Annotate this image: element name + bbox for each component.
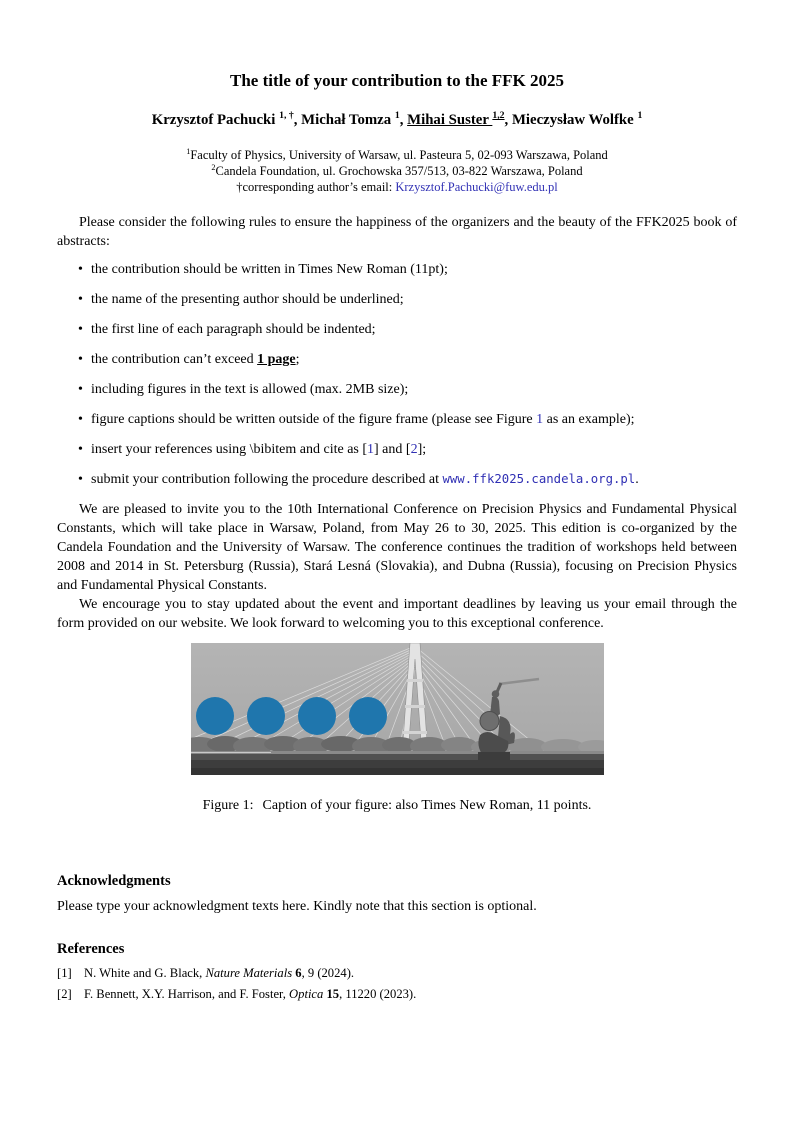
volume-number: 15 — [326, 987, 340, 1002]
citation-link[interactable]: 2 — [410, 442, 418, 458]
text-segment: including figures in the text is allowed (max. 2MB size); — [91, 382, 409, 398]
author-name: Krzysztof Pachucki — [151, 112, 280, 129]
text-segment: submit your contribution following the procedure described at — [91, 472, 443, 488]
references-heading: References — [57, 941, 125, 958]
author-name: , Michał Tomza — [293, 112, 395, 129]
author-affiliation-marker: 1,2 — [492, 110, 505, 122]
email-link[interactable]: Krzysztof.Pachucki@fuw.edu.pl — [395, 180, 558, 195]
bridge-deck — [191, 751, 604, 775]
rule-item — [91, 380, 737, 399]
text-segment: ; — [295, 352, 300, 368]
reference-entry — [57, 984, 737, 1005]
rule-item — [91, 350, 737, 369]
citation-link[interactable]: 1 — [367, 442, 375, 458]
bridge-mermaid-photo — [191, 643, 604, 775]
author-name: , Mieczysław Wolfke — [504, 112, 638, 129]
author-affiliation-marker: 1 — [394, 110, 400, 122]
references-list — [57, 963, 737, 1005]
rules-list — [57, 260, 737, 489]
affiliation-text: Faculty of Physics, University of Warsaw, ul. Pasteura 5, 02-093 Warszawa, Poland — [190, 148, 608, 163]
author-affiliation-marker: 1 — [637, 110, 643, 122]
blue-circle — [196, 697, 234, 735]
reference-text — [84, 963, 737, 984]
invitation-paragraph: We are pleased to invite you to the 10th International Conference on Precision Physics and Fundamental Physical Constants, which will take place in Warsaw, Poland, from May 26 to 30, 2025. This edition is co-organized by the Candela Foundation and the University of Warsaw. The conference continues the tradition of workshops held between 2008 and 2014 in St. Petersburg (Russia), Stará Lesná (Slovakia), and Dubna (Russia), focusing on Precision Physics and Fundamental Physical Constants. — [57, 502, 737, 594]
affiliation-text: Candela Foundation, ul. Grochowska 357/513, 03-822 Warszawa, Poland — [215, 164, 583, 179]
text-segment: ] and [ — [374, 442, 411, 458]
presenting-author-name: Mihai Suster — [407, 112, 493, 129]
affiliations-block — [57, 147, 737, 195]
rule-item — [91, 260, 737, 279]
corresponding-author-line — [57, 179, 737, 195]
reference-entry — [57, 963, 737, 984]
blue-circle — [247, 697, 285, 735]
text-segment: the first line of each paragraph should be indented; — [91, 322, 376, 338]
figure-container — [57, 643, 737, 780]
acknowledgments-text: Please type your acknowledgment texts here. Kindly note that this section is optional. — [57, 899, 537, 915]
rule-item — [91, 440, 737, 459]
figure-caption-label: Figure 1: — [202, 798, 254, 814]
text-segment: ]; — [417, 442, 427, 458]
text-segment: figure captions should be written outside of the figure frame (please see Figure — [91, 412, 537, 428]
author-affiliation-marker: 1, † — [279, 110, 294, 122]
text-segment: , 9 (2024). — [301, 966, 355, 981]
text-segment: N. White and G. Black, — [84, 966, 206, 981]
text-segment: insert your references using \bibitem and cite as [ — [91, 442, 368, 458]
authors-line — [57, 112, 737, 130]
reference-text — [84, 984, 737, 1005]
acknowledgments-heading: Acknowledgments — [57, 873, 171, 890]
corresponding-label: †corresponding author’s email: — [236, 180, 396, 195]
encouragement-paragraph: We encourage you to stay updated about the event and important deadlines by leaving us your email through the form provided on our website. We look forward to welcoming you to this exceptional conference. — [57, 597, 737, 632]
journal-name: Nature Materials — [205, 966, 293, 981]
rule-item — [91, 320, 737, 339]
figure-caption — [57, 797, 737, 815]
reference-label: [2] — [57, 987, 72, 1002]
rule-item — [91, 470, 737, 489]
text-segment: . — [635, 472, 639, 488]
affiliation-marker: 2 — [211, 162, 216, 172]
text-segment: the name of the presenting author should be underlined; — [91, 292, 404, 308]
affiliation-marker: 1 — [186, 146, 191, 156]
text-segment: , 11220 (2023). — [339, 987, 417, 1002]
volume-number: 6 — [295, 966, 302, 981]
text-segment: as an example); — [543, 412, 635, 428]
intro-paragraph: Please consider the following rules to ensure the happiness of the organizers and the beauty of the FFK2025 book of abstracts: — [57, 215, 737, 250]
one-page-emphasis: 1 page — [257, 352, 296, 368]
journal-name: Optica — [289, 987, 324, 1002]
rule-item — [91, 290, 737, 309]
author-separator: , — [399, 112, 408, 129]
blue-circle — [298, 697, 336, 735]
rule-item — [91, 410, 737, 429]
text-segment: the contribution can’t exceed — [91, 352, 258, 368]
blue-circle — [349, 697, 387, 735]
submission-url-link[interactable]: www.ffk2025.candela.org.pl — [442, 472, 636, 487]
figure-caption-text: Caption of your figure: also Times New Roman, 11 points. — [262, 798, 592, 814]
text-segment: the contribution should be written in Times New Roman (11pt); — [91, 262, 448, 278]
text-segment: F. Bennett, X.Y. Harrison, and F. Foster, — [84, 987, 290, 1002]
affiliation-line-2 — [57, 163, 737, 179]
figure-ref-link[interactable]: 1 — [536, 412, 544, 428]
affiliation-line-1 — [57, 147, 737, 163]
reference-label: [1] — [57, 966, 72, 981]
page-title: The title of your contribution to the FFK 2025 — [230, 71, 564, 90]
